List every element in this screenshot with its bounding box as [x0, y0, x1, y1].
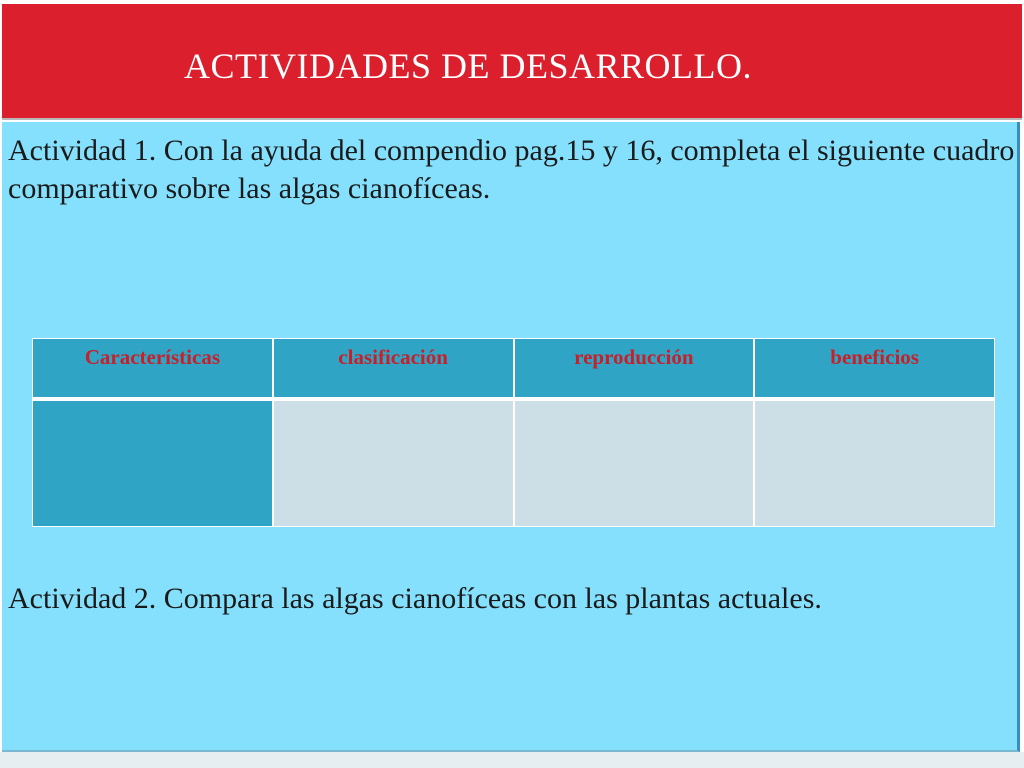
- column-header-clasificacion: clasificación: [273, 338, 514, 400]
- activity-1-text: Actividad 1. Con la ayuda del compendio pag.15 y 16, completa el siguiente cuadro comparativo sobre las algas cianofíceas.: [8, 134, 1015, 205]
- column-header-beneficios: beneficios: [754, 338, 995, 400]
- table-cell-beneficios[interactable]: [754, 400, 995, 527]
- table-cell-caracteristicas[interactable]: [32, 400, 273, 527]
- table-cell-reproduccion[interactable]: [514, 400, 755, 527]
- activity-2-text: Actividad 2. Compara las algas cianofíceas con las plantas actuales.: [8, 582, 822, 615]
- title-banner: [2, 4, 1022, 120]
- column-header-reproduccion: reproducción: [514, 338, 755, 400]
- column-header-caracteristicas: Características: [32, 338, 273, 400]
- bottom-strip: [0, 752, 1024, 768]
- content-panel: [2, 122, 1020, 752]
- slide-title: ACTIVIDADES DE DESARROLLO.: [184, 46, 752, 86]
- table-cell-clasificacion[interactable]: [273, 400, 514, 527]
- comparison-table: [32, 338, 995, 527]
- table-row: [32, 400, 995, 527]
- table-header-row: [32, 338, 995, 400]
